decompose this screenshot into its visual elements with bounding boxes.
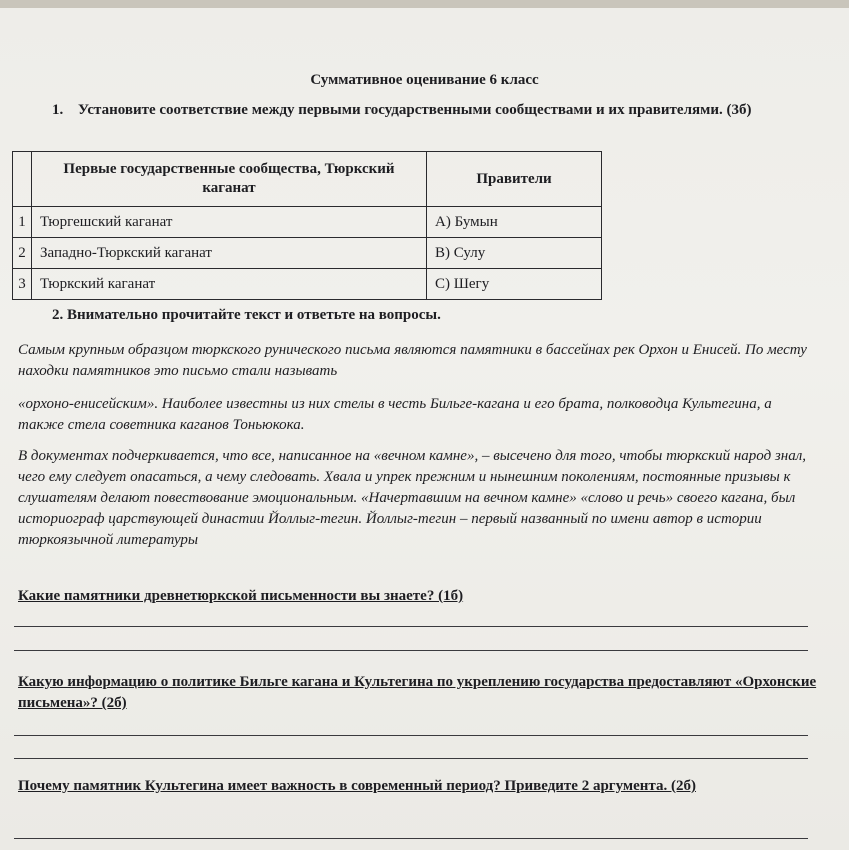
row-number: 2: [13, 238, 32, 269]
background-edge: [0, 0, 849, 8]
question-1-number: 1.: [52, 102, 64, 118]
question-1-text: Установите соответствие между первыми государственными сообществами и их правителями. (3б): [78, 102, 752, 118]
text-paragraph-1: Самым крупным образцом тюркского рунического письма являются памятники в бассейнах рек Орхон и Енисей. По месту находки памятников это письмо стали называть: [18, 342, 807, 379]
header-number-cell: [13, 152, 32, 207]
table-row: [13, 238, 602, 269]
question-2: 2. Внимательно прочитайте текст и ответьте на вопросы.: [52, 307, 441, 323]
answer-line[interactable]: [14, 735, 808, 736]
matching-table: [12, 151, 602, 300]
ruler-cell: С) Шегу: [427, 269, 602, 300]
text-paragraph-2: «орхоно-енисейским». Наиболее известны из них стелы в честь Бильге-кагана и его брата, полководца Культегина, а также стела советника каганов Тоньюкока.: [18, 396, 772, 433]
row-number: 3: [13, 269, 32, 300]
community-cell: Тюргешский каганат: [32, 207, 427, 238]
answer-line[interactable]: [14, 626, 808, 627]
answer-line[interactable]: [14, 838, 808, 839]
question-orkhon-inscriptions: Какую информацию о политике Бильге кагана и Культегина по укреплению государства предоставляют «Орхонские письмена»? (2б): [18, 674, 817, 711]
header-communities: Первые государственные сообщества, Тюркский каганат: [32, 152, 427, 207]
ruler-cell: В) Сулу: [427, 238, 602, 269]
page-title: Суммативное оценивание 6 класс: [310, 72, 539, 88]
question-monuments: Какие памятники древнетюркской письменности вы знаете? (1б): [18, 588, 464, 604]
row-number: 1: [13, 207, 32, 238]
worksheet-page: [0, 8, 849, 850]
question-1: [52, 100, 772, 121]
answer-line[interactable]: [14, 650, 808, 651]
table-header-row: [13, 152, 602, 207]
table-row: [13, 269, 602, 300]
question-kultegin-monument: Почему памятник Культегина имеет важность в современный период? Приведите 2 аргумента. (2б): [18, 778, 696, 794]
header-rulers: Правители: [427, 152, 602, 207]
community-cell: Западно-Тюркский каганат: [32, 238, 427, 269]
community-cell: Тюркский каганат: [32, 269, 427, 300]
table-row: [13, 207, 602, 238]
text-paragraph-3: В документах подчеркивается, что все, написанное на «вечном камне», – высечено для того, чтобы тюркский народ знал, чего ему следует опасаться, а чему следовать. Хвала и упрек прежним и нынешним поколениям, постоянные призывы к слушателям делают повествование эмоциональным. «Начертавшим на вечном камне» «слово и речь» своего кагана, был историограф царствующей династии Йоллыг-тегин. Йоллыг-тегин – первый названный по имени автор в истории тюркоязычной литературы: [18, 448, 807, 548]
answer-line[interactable]: [14, 758, 808, 759]
ruler-cell: А) Бумын: [427, 207, 602, 238]
